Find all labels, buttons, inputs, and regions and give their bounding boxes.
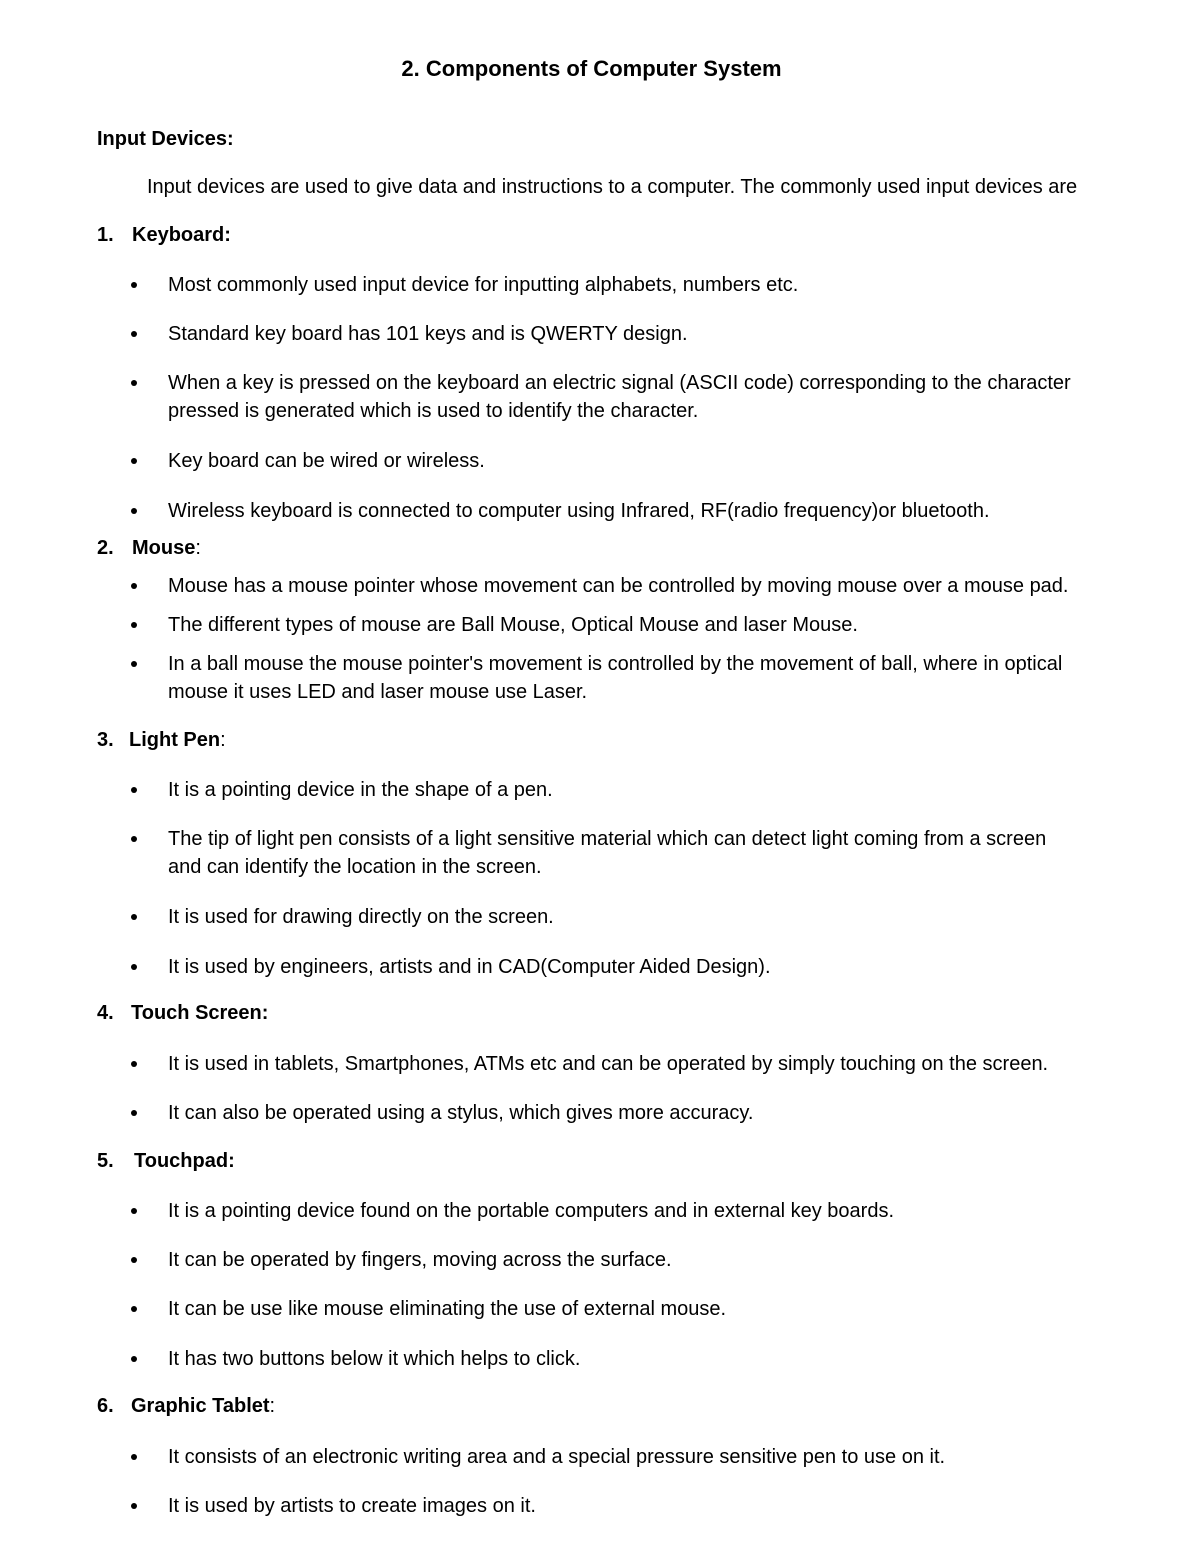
item-number: 6.	[97, 1395, 114, 1417]
item-heading	[131, 1394, 275, 1418]
bullet-dot	[131, 964, 137, 970]
bullet-dot	[131, 914, 137, 920]
bullet-dot	[131, 1110, 137, 1116]
bullet-text: Mouse has a mouse pointer whose movement can be controlled by moving mouse over a mouse pad.	[168, 575, 1069, 597]
bullet-text: In a ball mouse the mouse pointer's movement is controlled by the movement of ball, where in optical	[168, 653, 1063, 675]
bullet-text: It is used for drawing directly on the screen.	[168, 906, 554, 928]
item-suffix: :	[261, 1002, 269, 1024]
bullet-dot	[131, 1257, 137, 1263]
bullet-dot	[131, 380, 137, 386]
bullet-text-continued: and can identify the location in the screen.	[168, 856, 542, 878]
bullet-dot	[131, 508, 137, 514]
bullet-text: It has two buttons below it which helps to click.	[168, 1348, 581, 1370]
item-number: 2.	[97, 537, 114, 559]
item-name: Touch Screen	[131, 1002, 262, 1024]
bullet-dot	[131, 282, 137, 288]
item-name: Light Pen	[129, 729, 221, 751]
item-name: Touchpad	[134, 1150, 229, 1172]
bullet-text-continued: pressed is generated which is used to identify the character.	[168, 400, 699, 422]
bullet-dot	[131, 1454, 137, 1460]
item-name: Mouse	[132, 537, 196, 559]
item-number: 3.	[97, 729, 114, 751]
bullet-text: It is used by artists to create images on it.	[168, 1495, 536, 1517]
bullet-dot	[131, 331, 137, 337]
item-number: 1.	[97, 224, 114, 246]
item-heading	[129, 728, 226, 752]
bullet-dot	[131, 787, 137, 793]
bullet-dot	[131, 1061, 137, 1067]
bullet-dot	[131, 1503, 137, 1509]
page-title: 2. Components of Computer System	[401, 56, 782, 81]
bullet-text: It is used in tablets, Smartphones, ATMs etc and can be operated by simply touching on the screen.	[168, 1053, 1049, 1075]
item-suffix: :	[269, 1395, 276, 1417]
bullet-text: It can be use like mouse eliminating the use of external mouse.	[168, 1298, 727, 1320]
item-heading	[132, 536, 201, 560]
bullet-dot	[131, 1208, 137, 1214]
bullet-text: Wireless keyboard is connected to computer using Infrared, RF(radio frequency)or bluetooth.	[168, 500, 990, 522]
item-heading	[132, 223, 231, 247]
bullet-text: It is a pointing device in the shape of a pen.	[168, 779, 553, 801]
bullet-text: The different types of mouse are Ball Mouse, Optical Mouse and laser Mouse.	[168, 614, 858, 636]
item-number: 5.	[97, 1150, 114, 1172]
bullet-text: It consists of an electronic writing area and a special pressure sensitive pen to use on it.	[168, 1446, 946, 1468]
bullet-text: It is a pointing device found on the portable computers and in external key boards.	[168, 1200, 895, 1222]
section-heading: Input Devices:	[97, 128, 234, 150]
bullet-text: Most commonly used input device for inputting alphabets, numbers etc.	[168, 274, 799, 296]
bullet-dot	[131, 836, 137, 842]
bullet-text: When a key is pressed on the keyboard an electric signal (ASCII code) corresponding to the character	[168, 372, 1071, 394]
item-suffix: :	[195, 537, 201, 559]
item-number: 4.	[97, 1002, 114, 1024]
bullet-text: It can also be operated using a stylus, which gives more accuracy.	[168, 1102, 754, 1124]
bullet-dot	[131, 458, 137, 464]
bullet-dot	[131, 1356, 137, 1362]
bullet-text: It can be operated by fingers, moving across the surface.	[168, 1249, 672, 1271]
item-heading	[134, 1149, 235, 1173]
bullet-text: Key board can be wired or wireless.	[168, 450, 485, 472]
bullet-text: The tip of light pen consists of a light sensitive material which can detect light coming from a screen	[168, 828, 1047, 850]
item-suffix: :	[220, 729, 226, 751]
bullet-text: It is used by engineers, artists and in CAD(Computer Aided Design).	[168, 956, 771, 978]
item-suffix: :	[224, 224, 231, 246]
bullet-dot	[131, 622, 137, 628]
item-heading	[131, 1001, 268, 1025]
bullet-dot	[131, 661, 137, 667]
intro-paragraph: Input devices are used to give data and instructions to a computer. The commonly used input devices are	[147, 176, 1078, 198]
bullet-dot	[131, 1306, 137, 1312]
bullet-text: Standard key board has 101 keys and is QWERTY design.	[168, 323, 688, 345]
item-suffix: :	[228, 1150, 235, 1172]
bullet-dot	[131, 583, 137, 589]
item-name: Graphic Tablet	[131, 1395, 270, 1417]
item-name: Keyboard	[132, 224, 225, 246]
bullet-text-continued: mouse it uses LED and laser mouse use Laser.	[168, 681, 588, 703]
